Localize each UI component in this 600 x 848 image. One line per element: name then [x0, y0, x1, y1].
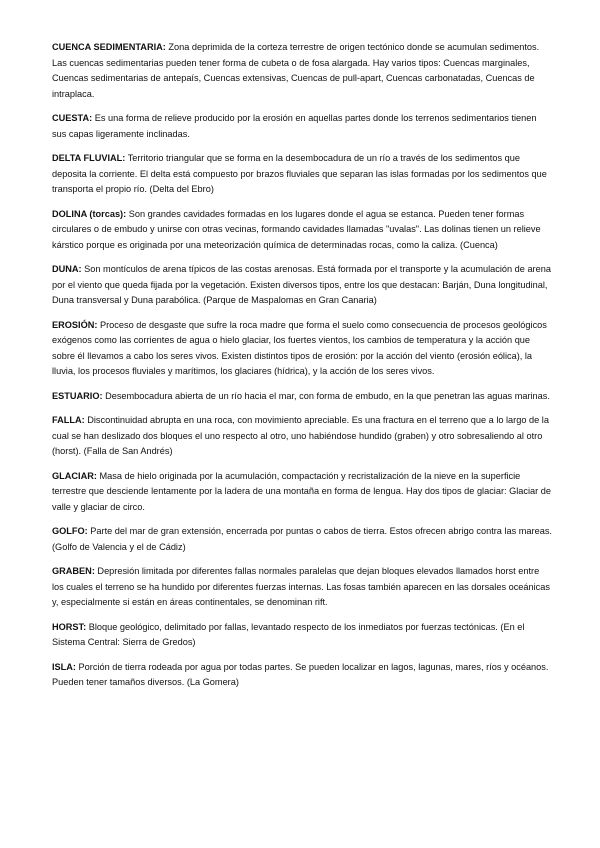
glossary-definition: Proceso de desgaste que sufre la roca madre que forma el suelo como consecuencia de procesos geológicos exógenos como las corrientes de agua o hielo glaciar, los fuertes vientos, los cambios de temperatura y la acción que sobre él llevamos a cabo los seres vivos. Existen distintos tipos de erosión: por la acción del viento (erosión eólica), la lluvia, los procesos fluviales y marítimos, los glaciares (hídrica), y la acción de los seres vivos.: [52, 319, 547, 376]
glossary-entry-duna: [52, 262, 552, 309]
glossary-entry-falla: [52, 413, 552, 460]
glossary-entry-erosion: [52, 318, 552, 380]
glossary-term: HORST:: [52, 621, 87, 632]
glossary-definition: Es una forma de relieve producido por la erosión en aquellas partes donde los terrenos sedimentarios tienen sus capas ligeramente inclinadas.: [52, 113, 537, 139]
glossary-definition: Desembocadura abierta de un río hacia el mar, con forma de embudo, en la que penetran las aguas marinas.: [102, 390, 550, 401]
glossary-definition: Son grandes cavidades formadas en los lugares donde el agua se estanca. Pueden tener formas circulares o de embudo y unirse con otras vecinas, formando cavidades llamadas "uvalas". Las dolinas tienen un relieve kárstico porque es originada por una meteorización química de determinadas rocas, como la caliza. (Cuenca): [52, 208, 541, 250]
glossary-definition: Depresión limitada por diferentes fallas normales paralelas que dejan bloques elevados llamados horst entre los cuales el terreno se ha hundido por diferentes fuerzas internas. Las fosas también aparecen en las dorsales oceánicas y, especialmente si están en áreas continentales, se denominan rift.: [52, 566, 550, 607]
glossary-entry-cuenca-sedimentaria: [52, 40, 552, 102]
glossary-entry-glaciar: [52, 469, 552, 516]
glossary-term: DUNA:: [52, 264, 82, 274]
glossary-term: GOLFO:: [52, 526, 88, 536]
glossary-term: EROSIÓN:: [52, 319, 98, 330]
glossary-entry-dolina: [52, 207, 552, 254]
glossary-term: GRABEN:: [52, 566, 95, 576]
glossary-page: [52, 40, 552, 700]
glossary-term: GLACIAR:: [52, 470, 97, 481]
glossary-term: CUESTA:: [52, 113, 93, 123]
glossary-definition: Bloque geológico, delimitado por fallas, levantado respecto de los inmediatos por fuerzas tectónicas. (En el Sistema Central: Sierra de Gredos): [52, 621, 525, 647]
glossary-definition: Territorio triangular que se forma en la desembocadura de un río a través de los sedimentos que deposita la corriente. El delta está compuesto por brazos fluviales que separan las islas formadas por los sedimentos que transporta el propio río. (Delta del Ebro): [52, 153, 547, 194]
glossary-definition: Discontinuidad abrupta en una roca, con movimiento apreciable. Es una fractura en el terreno que a lo largo de la cual se han deslizado dos bloques el uno respecto al otro, uno habiéndose hundido (graben) y otro sobresaliendo al otro (horst). (Falla de San Andrés): [52, 415, 549, 456]
glossary-definition: Parte del mar de gran extensión, encerrada por puntas o cabos de tierra. Estos ofrecen abrigo contra las mareas. (Golfo de Valencia y el de Cádiz): [52, 526, 552, 552]
glossary-definition: Masa de hielo originada por la acumulación, compactación y recristalización de la nieve en la superficie terrestre que desciende lentamente por la ladera de una montaña en forma de lengua. Hay dos tipos de glaciar: Glaciar de valle y glaciar de circo.: [52, 470, 551, 512]
glossary-entry-isla: [52, 660, 552, 691]
glossary-entry-estuario: [52, 389, 552, 405]
glossary-entry-delta-fluvial: [52, 151, 552, 198]
glossary-entry-cuesta: [52, 111, 552, 142]
glossary-term: CUENCA SEDIMENTARIA:: [52, 42, 166, 52]
glossary-term: ISLA:: [52, 661, 76, 672]
glossary-term: DELTA FLUVIAL:: [52, 153, 126, 163]
glossary-definition: Porción de tierra rodeada por agua por todas partes. Se pueden localizar en lagos, lagunas, mares, ríos y océanos. Pueden tener tamaños diversos. (La Gomera): [52, 661, 549, 687]
glossary-entry-horst: [52, 620, 552, 651]
glossary-term: DOLINA (torcas):: [52, 208, 127, 219]
glossary-definition: Zona deprimida de la corteza terrestre de origen tectónico donde se acumulan sedimentos. Las cuencas sedimentarias pueden tener forma de cubeta o de fosa alargada. Hay varios tipos: Cuencas marginales, Cuencas sedimentarias de antepaís, Cuencas extensivas, Cuencas de pull-apart, Cuencas carbonatadas, Cuencas de intraplaca.: [52, 42, 540, 99]
glossary-entry-graben: [52, 564, 552, 611]
glossary-term: FALLA:: [52, 415, 85, 425]
glossary-entry-golfo: [52, 524, 552, 555]
glossary-term: ESTUARIO:: [52, 390, 103, 401]
glossary-definition: Son montículos de arena típicos de las costas arenosas. Está formada por el transporte y la acumulación de arena por el viento que queda fijada por la vegetación. Existen diversos tipos, entre los que destacan: Barján, Duna longitudinal, Duna transversal y Duna parabólica. (Parque de Maspalomas en Gran Canaria): [52, 264, 551, 305]
